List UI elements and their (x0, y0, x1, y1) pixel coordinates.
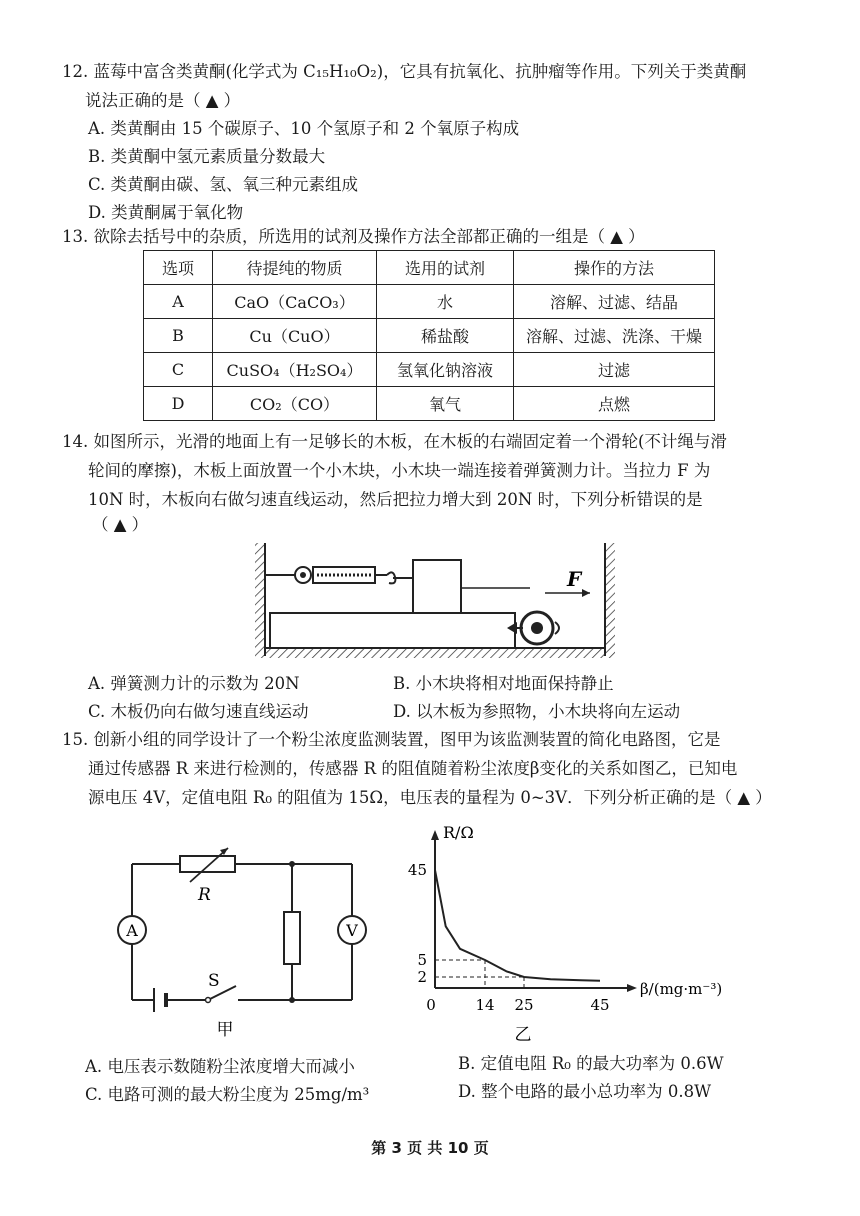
wooden-board (270, 613, 515, 648)
ammeter-label: A (126, 921, 138, 940)
force-label: F (567, 567, 582, 591)
table-header: 操作的方法 (514, 251, 715, 285)
q15-option-b[interactable]: B. 定值电阻 R₀ 的最大功率为 0.6W (458, 1054, 724, 1073)
resistor-r-label: R (198, 885, 211, 905)
right-wall (605, 543, 615, 658)
table-cell: B (144, 319, 213, 353)
q13-stem: 13. 欲除去括号中的杂质，所选用的试剂及操作方法全部都正确的一组是（ ▲ ） (62, 227, 645, 246)
x-tick-label: 45 (590, 996, 610, 1014)
q12-option-d[interactable]: D. 类黄酮属于氧化物 (88, 203, 244, 222)
table-cell: CaO（CaCO₃） (213, 285, 377, 319)
q13-table (143, 250, 715, 421)
x-tick-label: 14 (475, 996, 495, 1014)
switch-label: S (208, 971, 220, 991)
table-row[interactable] (144, 319, 715, 353)
table-cell: 氧气 (377, 387, 514, 421)
voltmeter-label: V (346, 921, 358, 940)
table-header: 待提纯的物质 (213, 251, 377, 285)
q14-stem-line2: 轮间的摩擦)，木板上面放置一个小木块，小木块一端连接着弹簧测力计。当拉力 F 为 (88, 461, 711, 480)
table-header: 选用的试剂 (377, 251, 514, 285)
q12-stem-line1: 12. 蓝莓中富含类黄酮(化学式为 C₁₅H₁₀O₂)，它具有抗氧化、抗肿瘤等作用。下列关于类黄酮 (62, 62, 747, 81)
q15-stem-line3: 源电压 4V，定值电阻 R₀ 的阻值为 15Ω，电压表的量程为 0~3V．下列分析正确的是（ ▲ ） (88, 788, 772, 807)
table-cell: CuSO₄（H₂SO₄） (213, 353, 377, 387)
y-axis-arrow (431, 830, 439, 840)
table-row[interactable] (144, 387, 715, 421)
resistance-curve (435, 870, 600, 981)
y-tick-label: 2 (417, 968, 427, 986)
q14-stem-line4: （ ▲ ） (92, 515, 149, 534)
q14-stem-line1: 14. 如图所示，光滑的地面上有一足够长的木板，在木板的右端固定着一个滑轮(不计绳与滑 (62, 432, 727, 451)
table-cell: A (144, 285, 213, 319)
board-pulley-diagram (245, 538, 635, 666)
q12-option-a[interactable]: A. 类黄酮由 15 个碳原子、10 个氢原子和 2 个氧原子构成 (88, 119, 520, 138)
x-axis-arrow (627, 984, 637, 992)
q15-stem-line1: 15. 创新小组的同学设计了一个粉尘浓度监测装置，图甲为该监测装置的简化电路图，它是 (62, 730, 721, 749)
sensor-resistor (180, 848, 235, 905)
table-cell: CO₂（CO） (213, 387, 377, 421)
q15-option-a[interactable]: A. 电压表示数随粉尘浓度增大而减小 (85, 1057, 355, 1076)
left-wall (255, 543, 265, 658)
table-cell: 过滤 (514, 353, 715, 387)
table-cell: D (144, 387, 213, 421)
table-cell: 稀盐酸 (377, 319, 514, 353)
y-tick-label: 5 (417, 951, 427, 969)
x-tick-label: 0 (426, 996, 436, 1014)
table-cell: 溶解、过滤、洗涤、干燥 (514, 319, 715, 353)
table-header: 选项 (144, 251, 213, 285)
table-row[interactable] (144, 353, 715, 387)
x-tick-label: 25 (514, 996, 534, 1014)
table-row[interactable] (144, 285, 715, 319)
ground (265, 648, 605, 658)
switch (206, 971, 237, 1003)
q14-option-a[interactable]: A. 弹簧测力计的示数为 20N (88, 674, 300, 693)
page-footer: 第 3 页 共 10 页 (371, 1139, 489, 1157)
table-cell: 水 (377, 285, 514, 319)
fixed-resistor (284, 912, 300, 964)
q15-stem-line2: 通过传感器 R 来进行检测的，传感器 R 的阻值随着粉尘浓度β变化的关系如图乙，已知电 (88, 759, 738, 778)
ammeter (118, 916, 146, 944)
circuit-diagram (110, 820, 370, 1050)
circuit-caption: 甲 (216, 1020, 234, 1040)
q15-option-d[interactable]: D. 整个电路的最小总功率为 0.8W (458, 1082, 712, 1101)
q14-option-b[interactable]: B. 小木块将相对地面保持静止 (393, 674, 614, 693)
table-cell: 点燃 (514, 387, 715, 421)
voltmeter (338, 916, 366, 944)
table-cell: 溶解、过滤、结晶 (514, 285, 715, 319)
spring-scale (265, 567, 413, 583)
q12-option-b[interactable]: B. 类黄酮中氢元素质量分数最大 (88, 147, 326, 166)
q12-stem-line2: 说法正确的是（ ▲ ） (85, 91, 241, 110)
resistance-concentration-chart (405, 818, 740, 1050)
q14-option-c[interactable]: C. 木板仍向右做匀速直线运动 (88, 702, 309, 721)
chart-caption: 乙 (514, 1025, 532, 1045)
table-header-row (144, 251, 715, 285)
table-cell: 氢氧化钠溶液 (377, 353, 514, 387)
y-tick-label: 45 (407, 861, 427, 879)
q14-stem-line3: 10N 时，木板向右做匀速直线运动，然后把拉力增大到 20N 时，下列分析错误的是 (88, 490, 703, 509)
q15-option-c[interactable]: C. 电路可测的最大粉尘度为 25mg/m³ (85, 1085, 370, 1104)
q12-option-c[interactable]: C. 类黄酮由碳、氢、氧三种元素组成 (88, 175, 359, 194)
y-axis-label: R/Ω (443, 823, 474, 842)
small-wooden-block (413, 560, 461, 613)
table-cell: Cu（CuO） (213, 319, 377, 353)
q14-option-d[interactable]: D. 以木板为参照物，小木块将向左运动 (393, 702, 681, 721)
x-axis-label: β/(mg·m⁻³) (640, 980, 723, 998)
table-cell: C (144, 353, 213, 387)
battery (154, 988, 166, 1012)
